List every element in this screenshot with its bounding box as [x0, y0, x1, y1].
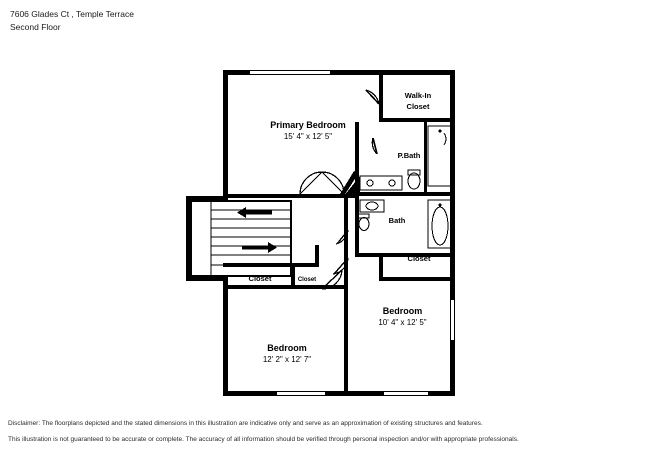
room-name: Walk-In — [404, 91, 432, 100]
room-dimensions: 12' 2" x 12' 7" — [262, 355, 312, 364]
room-name: Primary Bedroom — [270, 120, 346, 130]
room-label-primary-bedroom — [233, 120, 383, 142]
property-address: 7606 Glades Ct , Temple Terrace — [10, 9, 134, 19]
room-name: Bedroom — [267, 343, 307, 353]
disclaimer-line-1: Disclaimer: The floorplans depicted and the stated dimensions in this illustration are indicative only and serve as an approximation of existing structures and features. — [8, 420, 483, 427]
room-label-bath — [375, 215, 419, 226]
room-label-primary-bath — [381, 150, 437, 161]
room-label-bedroom-right — [355, 306, 450, 328]
disclaimer-line-2: This illustration is not guaranteed to be accurate or complete. The accuracy of all information should be verified through personal inspection and/or with appropriate professionals. — [8, 436, 519, 443]
room-label-closet-small — [293, 275, 321, 286]
room-name: Bedroom — [382, 306, 423, 316]
room-name-second-line: Closet — [406, 102, 430, 111]
room-label-walk-in-closet — [385, 90, 451, 112]
room-name: P.Bath — [397, 151, 421, 160]
room-label-closet-right — [395, 253, 443, 264]
room-name: Closet — [407, 254, 431, 263]
room-label-closet-left — [236, 273, 284, 284]
room-dimensions: 10' 4" x 12' 5" — [378, 318, 427, 327]
floor-label: Second Floor — [10, 22, 61, 32]
room-name: Closet — [297, 277, 317, 283]
room-dimensions: 15' 4" x 12' 5" — [283, 132, 333, 141]
room-label-bedroom-left — [231, 343, 343, 365]
room-name: Closet — [248, 274, 272, 283]
room-name: Bath — [388, 216, 406, 225]
disclaimer — [8, 416, 628, 448]
